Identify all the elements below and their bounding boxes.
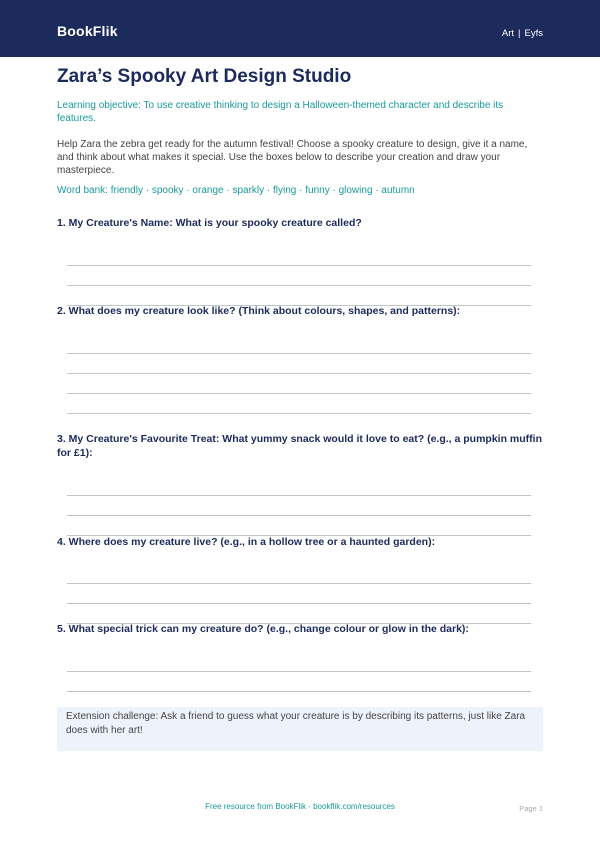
header-bar	[0, 0, 600, 57]
answer-line[interactable]	[67, 671, 531, 672]
intro-text: Help Zara the zebra get ready for the autumn festival! Choose a spooky creature to design, give it a name, and think about what makes it special. Use the boxes below to describe your creation and draw your masterpiece.	[57, 139, 528, 176]
answer-line[interactable]	[67, 515, 531, 516]
answer-line[interactable]	[67, 495, 531, 496]
question-4: 4. Where does my creature live? (e.g., in a hollow tree or a haunted garden):	[57, 536, 436, 548]
breadcrumb	[502, 28, 543, 39]
question-3: 3. My Creature's Favourite Treat: What yummy snack would it love to eat? (e.g., a pumpkin muffin for £1):	[57, 433, 543, 459]
learning-objective: Learning objective: To use creative thinking to design a Halloween-themed character and describe its features.	[57, 100, 504, 124]
answer-line[interactable]	[67, 413, 531, 414]
answer-line[interactable]	[67, 265, 531, 266]
answer-line[interactable]	[67, 603, 531, 604]
brand-logo[interactable]: BookFlik	[57, 23, 118, 39]
footer-link[interactable]: Free resource from BookFlik · bookflik.com/resources	[205, 802, 395, 811]
answer-line[interactable]	[67, 583, 531, 584]
breadcrumb-art[interactable]: Art	[501, 28, 515, 39]
answer-line[interactable]	[67, 393, 531, 394]
answer-line[interactable]	[67, 373, 531, 374]
question-1: 1. My Creature's Name: What is your spooky creature called?	[57, 217, 362, 229]
breadcrumb-eyfs[interactable]: Eyfs	[524, 28, 543, 39]
answer-line[interactable]	[67, 691, 531, 692]
answer-line[interactable]	[67, 285, 531, 286]
page-number: Page 1	[519, 804, 543, 813]
question-2: 2. What does my creature look like? (Think about colours, shapes, and patterns):	[57, 305, 461, 317]
extension-challenge: Extension challenge: Ask a friend to guess what your creature is by describing its patterns, just like Zara does with her art!	[57, 707, 543, 751]
word-bank: Word bank: friendly · spooky · orange · sparkly · flying · funny · glowing · autumn	[57, 185, 415, 196]
question-5: 5. What special trick can my creature do? (e.g., change colour or glow in the dark):	[57, 623, 469, 635]
answer-line[interactable]	[67, 353, 531, 354]
page-title: Zara’s Spooky Art Design Studio	[57, 66, 352, 87]
breadcrumb-separator: |	[518, 28, 521, 39]
